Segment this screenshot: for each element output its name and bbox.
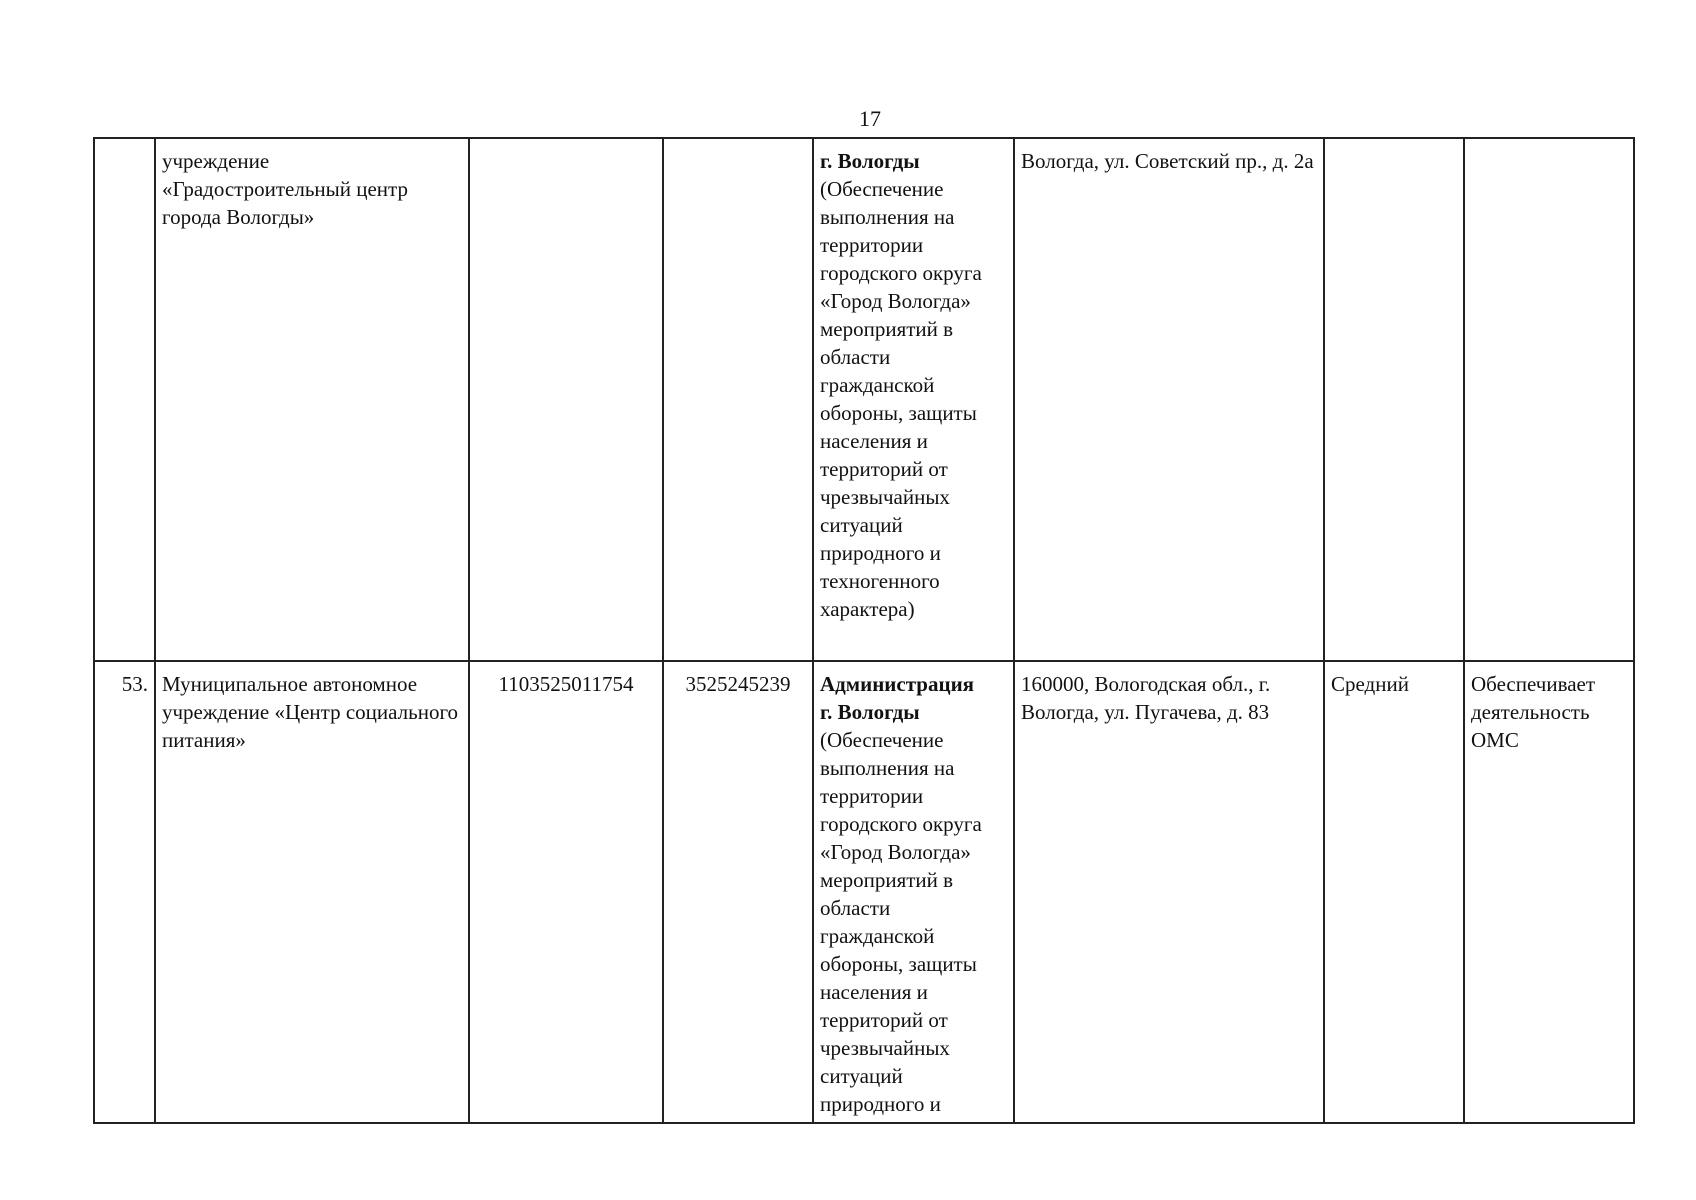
founder-purpose-line: чрезвычайных: [820, 1036, 950, 1060]
address-cell: 160000, Вологодская обл., г. Вологда, ул. Пугачева, д. 83: [1014, 661, 1324, 1123]
founder-purpose-line: выполнения на: [820, 205, 955, 229]
founder-purpose-line: территории: [820, 233, 924, 257]
founder-purpose-line: мероприятий в: [820, 868, 954, 892]
table-row: [94, 661, 1634, 1123]
founder-purpose-line: техногенного: [820, 569, 940, 593]
page-number: 17: [859, 106, 881, 131]
founder-cell: [813, 661, 1014, 1123]
founder-purpose-line: населения и: [820, 980, 928, 1004]
notes-cell: [1464, 138, 1634, 661]
founder-purpose-line: природного и: [820, 541, 941, 565]
founder-purpose-line: области: [820, 896, 891, 920]
founder-purpose-line: «Город Вологда»: [820, 289, 971, 313]
ogrn-cell: [469, 138, 663, 661]
inn-cell: 3525245239: [663, 661, 813, 1123]
founder-purpose-line: обороны, защиты: [820, 401, 977, 425]
risk-category-cell: Средний: [1324, 661, 1464, 1123]
founder-title-line: г. Вологды: [820, 700, 920, 724]
founder-purpose-line: чрезвычайных: [820, 485, 950, 509]
founder-purpose-line: выполнения на: [820, 756, 955, 780]
founder-purpose-line: природного и: [820, 1092, 941, 1116]
founder-purpose-line: городского округа: [820, 261, 982, 285]
row-number-cell: 53.: [94, 661, 155, 1123]
founder-purpose-line: (Обеспечение: [820, 177, 944, 201]
organizations-table: [93, 137, 1635, 1124]
founder-purpose-line: области: [820, 345, 891, 369]
founder-title-line: г. Вологды: [820, 149, 920, 173]
founder-purpose-line: ситуаций: [820, 513, 903, 537]
founder-purpose-line: территорий от: [820, 1008, 948, 1032]
inn-cell: [663, 138, 813, 661]
row-number-cell: [94, 138, 155, 661]
founder-purpose-line: городского округа: [820, 812, 982, 836]
founder-cell: [813, 138, 1014, 661]
founder-purpose-line: характера): [820, 597, 915, 621]
organization-name-cell: Муниципальное автономное учреждение «Центр социального питания»: [155, 661, 469, 1123]
founder-purpose-line: обороны, защиты: [820, 952, 977, 976]
organization-name-cell: учреждение «Градостроительный центр города Вологды»: [155, 138, 469, 661]
risk-category-cell: [1324, 138, 1464, 661]
founder-purpose-line: (Обеспечение: [820, 728, 944, 752]
founder-purpose-line: территорий от: [820, 457, 948, 481]
address-cell: Вологда, ул. Советский пр., д. 2а: [1014, 138, 1324, 661]
founder-purpose-line: гражданской: [820, 373, 935, 397]
founder-purpose-line: гражданской: [820, 924, 935, 948]
ogrn-cell: 1103525011754: [469, 661, 663, 1123]
founder-purpose-line: населения и: [820, 429, 928, 453]
founder-purpose-line: ситуаций: [820, 1064, 903, 1088]
founder-purpose-line: территории: [820, 784, 924, 808]
notes-cell: Обеспечивает деятельность ОМС: [1464, 661, 1634, 1123]
table-row: [94, 138, 1634, 661]
founder-purpose-line: мероприятий в: [820, 317, 954, 341]
founder-purpose-line: «Город Вологда»: [820, 840, 971, 864]
founder-title-line: Администрация: [820, 672, 975, 696]
